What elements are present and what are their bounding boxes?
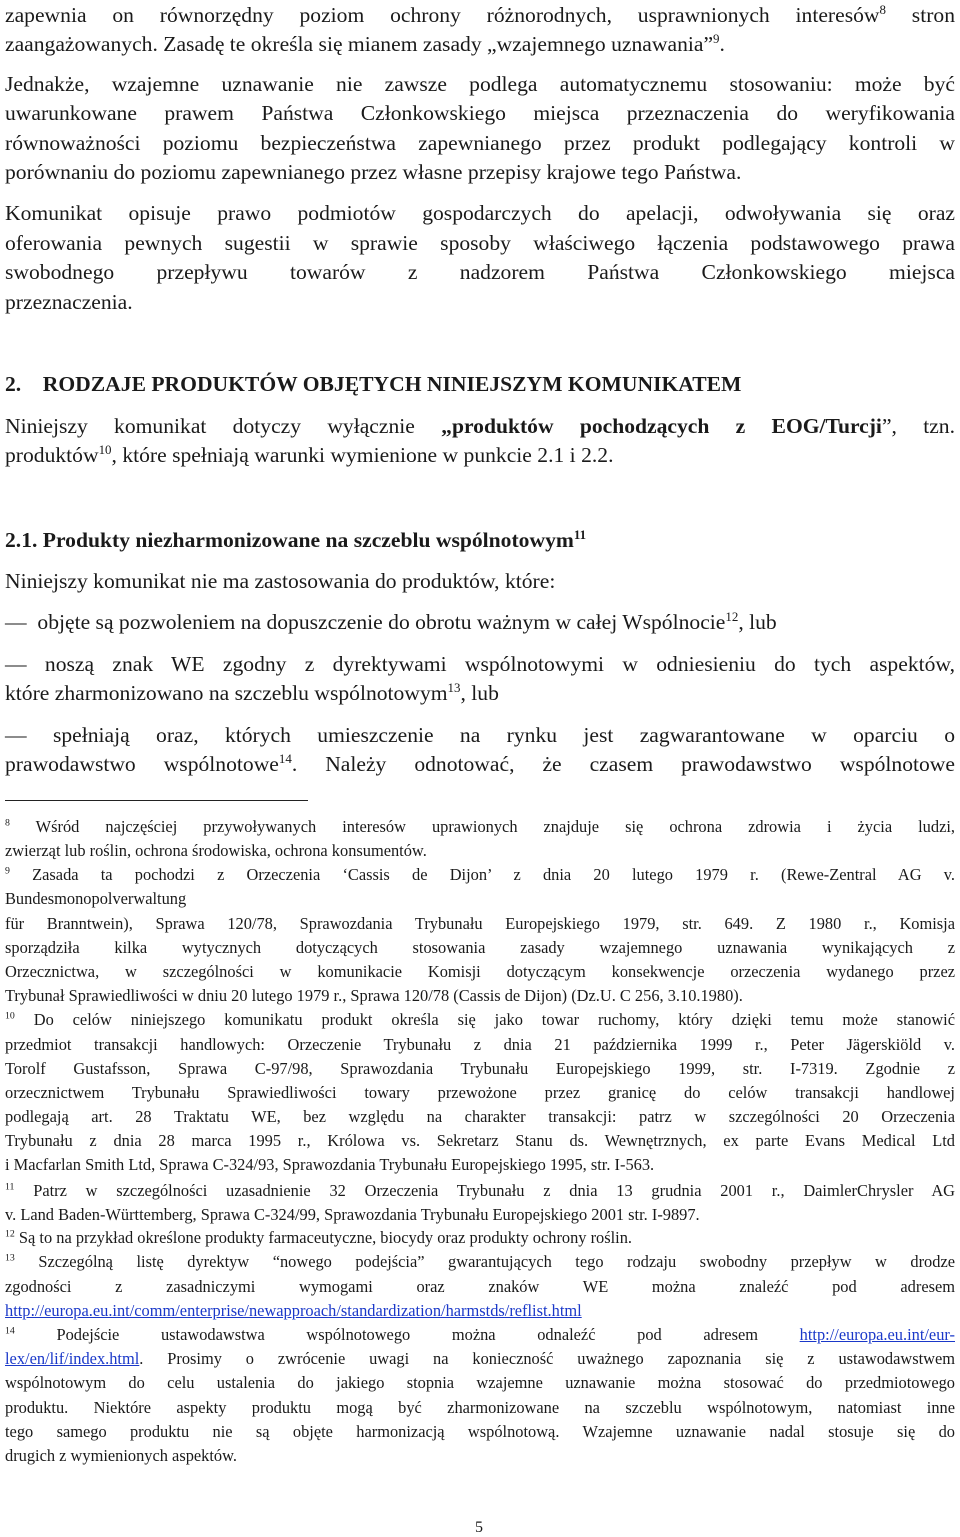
footnote-10	[5, 1009, 955, 1031]
footnote-13	[5, 1251, 955, 1273]
footnote-line: Trybunał Sprawiedliwości w dniu 20 lutego 1979 r., Sprawa 120/78 (Cassis de Dijon) (Dz.U. C 256, 3.10.1980).	[5, 986, 743, 1005]
footnote-link[interactable]: http://europa.eu.int/eur-	[799, 1325, 955, 1344]
footnote-line: Torolf Gustafsson, Sprawa C-97/98, Sprawozdania Trybunału Europejskiego 1999, str. I-7319. Zgodnie z	[5, 1059, 955, 1078]
list-item: — noszą znak WE zgodny z dyrektywami wspólnotowymi w odniesieniu do tych aspektów,	[5, 652, 955, 676]
paragraph-line: równoważności poziomu bezpieczeństwa zapewnianego przez produkt podlegający kontroli w	[5, 131, 955, 155]
footnote-line: przedmiot transakcji handlowych: Orzeczenie Trybunału z dnia 21 października 1999 r., Peter Jägerskiöld v.	[5, 1035, 955, 1054]
footnote-number: 14	[5, 1325, 15, 1337]
footnote-ref-10[interactable]: 10	[98, 441, 112, 457]
footnote-number: 11	[5, 1181, 15, 1193]
emphasis-text: „produktów pochodzących z EOG/Turcji	[441, 414, 882, 438]
footnote-text: Zasada ta pochodzi z Orzeczenia ‘Cassis de Dijon’ z dnia 20 lutego 1979 r. (Rewe-Zentral AG v.	[9, 865, 955, 884]
footnote-ref-13[interactable]: 13	[447, 679, 461, 695]
text-fragment: , które spełniają warunki wymienione w punkcie 2.1 i 2.2.	[111, 443, 614, 467]
footnote-number: 13	[5, 1252, 15, 1264]
paragraph-line	[5, 29, 955, 59]
text-fragment: zapewnia on równorzędny poziom ochrony różnorodnych, usprawnionych interesów	[5, 3, 880, 27]
footnote-line: produktu. Niektóre aspekty produktu mogą być zharmonizowane na szczeblu wspólnotowym, natomiast inne	[5, 1398, 955, 1417]
footnote-14	[5, 1324, 955, 1346]
footnote-12	[5, 1227, 955, 1249]
footnote-text: Wśród najczęściej przywoływanych interesów uprawionych znajduje się ochrona zdrowia i życia ludzi,	[9, 817, 955, 836]
subsection-heading	[5, 525, 955, 555]
text-fragment: .	[719, 32, 725, 56]
paragraph-line	[5, 0, 955, 30]
paragraph-line: swobodnego przepływu towarów z nadzorem Państwa Członkowskiego miejsca	[5, 260, 955, 284]
footnote-8	[5, 816, 955, 838]
footnote-link[interactable]: http://europa.eu.int/comm/enterprise/newapproach/standardization/harmstds/reflist.html	[5, 1301, 582, 1320]
footnote-line: sporządziła kilka wytycznych dotyczących stosowania zasady wzajemnego uznawania wynikających z	[5, 938, 955, 957]
heading-text: 2.1. Produkty niezharmonizowane na szczeblu wspólnotowym	[5, 528, 574, 552]
footnote-line: orzecznictwem Trybunału Sprawiedliwości towary przewożone przez granicę do celów transakcji handlowej	[5, 1083, 955, 1102]
text-fragment: Niniejszy komunikat dotyczy wyłącznie	[5, 414, 442, 438]
footnote-line: zwierząt lub roślin, ochrona środowiska, ochrona konsumentów.	[5, 841, 427, 860]
paragraph-line: uwarunkowane prawem Państwa Członkowskiego miejsca przeznaczenia do weryfikowania	[5, 101, 955, 125]
paragraph-line: przeznaczenia.	[5, 290, 133, 314]
paragraph-line: oferowania pewnych sugestii w sprawie sposoby właściwego łączenia podstawowego prawa	[5, 231, 955, 255]
text-fragment: . Należy odnotować, że czasem prawodawstwo wspólnotowe	[291, 752, 955, 776]
paragraph-line: porównaniu do poziomu zapewnianego przez własne przepisy krajowe tego Państwa.	[5, 160, 742, 184]
footnote-line: i Macfarlan Smith Ltd, Sprawa C-324/93, Sprawozdania Trybunału Europejskiego 1995, str. I-563.	[5, 1155, 655, 1174]
footnote-ref-8[interactable]: 8	[879, 1, 886, 17]
footnote-ref-12[interactable]: 12	[725, 608, 739, 624]
paragraph-line	[5, 440, 955, 470]
list-item-continuation	[5, 678, 955, 708]
footnote-line: tego samego produktu nie są objęte harmonizacją wspólnotową. Wzajemne uznawanie nadal stosuje się do	[5, 1422, 955, 1441]
text-fragment: stron	[885, 3, 955, 27]
footnote-line	[5, 1300, 955, 1322]
footnote-line: Trybunału z dnia 28 marca 1995 r., Królowa vs. Sekretarz Stanu ds. Wewnętrznych, ex parte Evans Medical Ltd	[5, 1131, 955, 1150]
footnote-separator	[5, 800, 308, 801]
footnote-line: Bundesmonopolverwaltung	[5, 889, 187, 908]
footnote-text: Podejście ustawodawstwa wspólnotowego można odnaleźć pod adresem	[14, 1325, 800, 1344]
section-heading: 2. RODZAJE PRODUKTÓW OBJĘTYCH NINIEJSZYM KOMUNIKATEM	[5, 372, 742, 396]
text-fragment: prawodawstwo wspólnotowe	[5, 752, 279, 776]
footnote-number: 10	[5, 1010, 15, 1022]
footnote-line: v. Land Baden-Württemberg, Sprawa C-324/99, Sprawozdania Trybunału Europejskiego 2001 str. I-9897.	[5, 1205, 700, 1224]
text-fragment: — objęte są pozwoleniem na dopuszczenie do obrotu ważnym w całej Wspólnocie	[5, 610, 726, 634]
list-item-continuation	[5, 749, 955, 779]
text-fragment: ”, tzn.	[881, 414, 955, 438]
footnote-line	[5, 1348, 955, 1370]
footnote-number: 8	[5, 817, 10, 829]
paragraph-line: Komunikat opisuje prawo podmiotów gospodarczych do apelacji, odwoływania się oraz	[5, 201, 955, 225]
footnote-text: Do celów niniejszego komunikatu produkt określa się jako towar ruchomy, który dzięki temu może stanowić	[14, 1010, 955, 1029]
list-item	[5, 607, 955, 637]
footnote-ref-9[interactable]: 9	[713, 30, 720, 46]
footnote-line: für Branntwein), Sprawa 120/78, Sprawozdania Trybunału Europejskiego 1979, str. 649. Z 1980 r., Komisja	[5, 914, 955, 933]
paragraph-line: Niniejszy komunikat nie ma zastosowania do produktów, które:	[5, 569, 556, 593]
footnote-line: wspólnotowym do celu ustalenia do jakiego stopnia wzajemne uznawanie można stosować do przedmiotowego	[5, 1373, 955, 1392]
text-fragment: zaangażowanych. Zasadę te określa się mianem zasady „wzajemnego uznawania”	[5, 32, 714, 56]
footnote-number: 12	[5, 1228, 15, 1240]
footnote-line: Orzecznictwa, w szczególności w komunikacie Komisji dotyczącym konsekwencje orzeczenia wydanego przez	[5, 962, 955, 981]
page-number: 5	[475, 1519, 483, 1536]
text-fragment: które zharmonizowano na szczeblu wspólnotowym	[5, 681, 448, 705]
text-fragment: produktów	[5, 443, 99, 467]
text-fragment: , lub	[460, 681, 499, 705]
paragraph-line	[5, 411, 955, 441]
footnote-text: Patrz w szczególności uzasadnienie 32 Orzeczenia Trybunału z dnia 13 grudnia 2001 r., DaimlerChrysler AG	[14, 1181, 955, 1200]
footnote-line: podlegają art. 28 Traktatu WE, bez względu na charakter transakcji: patrz w szczególności 20 Orzeczenia	[5, 1107, 955, 1126]
footnote-9	[5, 864, 955, 886]
footnote-link[interactable]: lex/en/lif/index.html	[5, 1349, 140, 1368]
footnote-number: 9	[5, 865, 10, 877]
footnote-text: Szczególną listę dyrektyw “nowego podejścia” gwarantujących tego rodzaju swobodny przepływ w drodze	[14, 1252, 955, 1271]
paragraph-line: Jednakże, wzajemne uznawanie nie zawsze podlega automatycznemu stosowaniu: może być	[5, 72, 955, 96]
footnote-11	[5, 1180, 955, 1202]
list-item: — spełniają oraz, których umieszczenie na rynku jest zagwarantowane w oparciu o	[5, 723, 955, 747]
footnote-ref-14[interactable]: 14	[278, 750, 292, 766]
footnote-text: Są to na przykład określone produkty farmaceutyczne, biocydy oraz produkty ochrony roślin.	[14, 1228, 633, 1247]
text-fragment: , lub	[738, 610, 777, 634]
footnote-ref-11[interactable]: 11	[573, 526, 587, 542]
footnote-text: . Prosimy o zwrócenie uwagi na konieczność uważnego zapoznania się z ustawodawstwem	[139, 1349, 955, 1368]
footnote-line: drugich z wymienionych aspektów.	[5, 1446, 237, 1465]
footnote-line: zgodności z zasadniczymi wymogami oraz znaków WE można znaleźć pod adresem	[5, 1277, 955, 1296]
